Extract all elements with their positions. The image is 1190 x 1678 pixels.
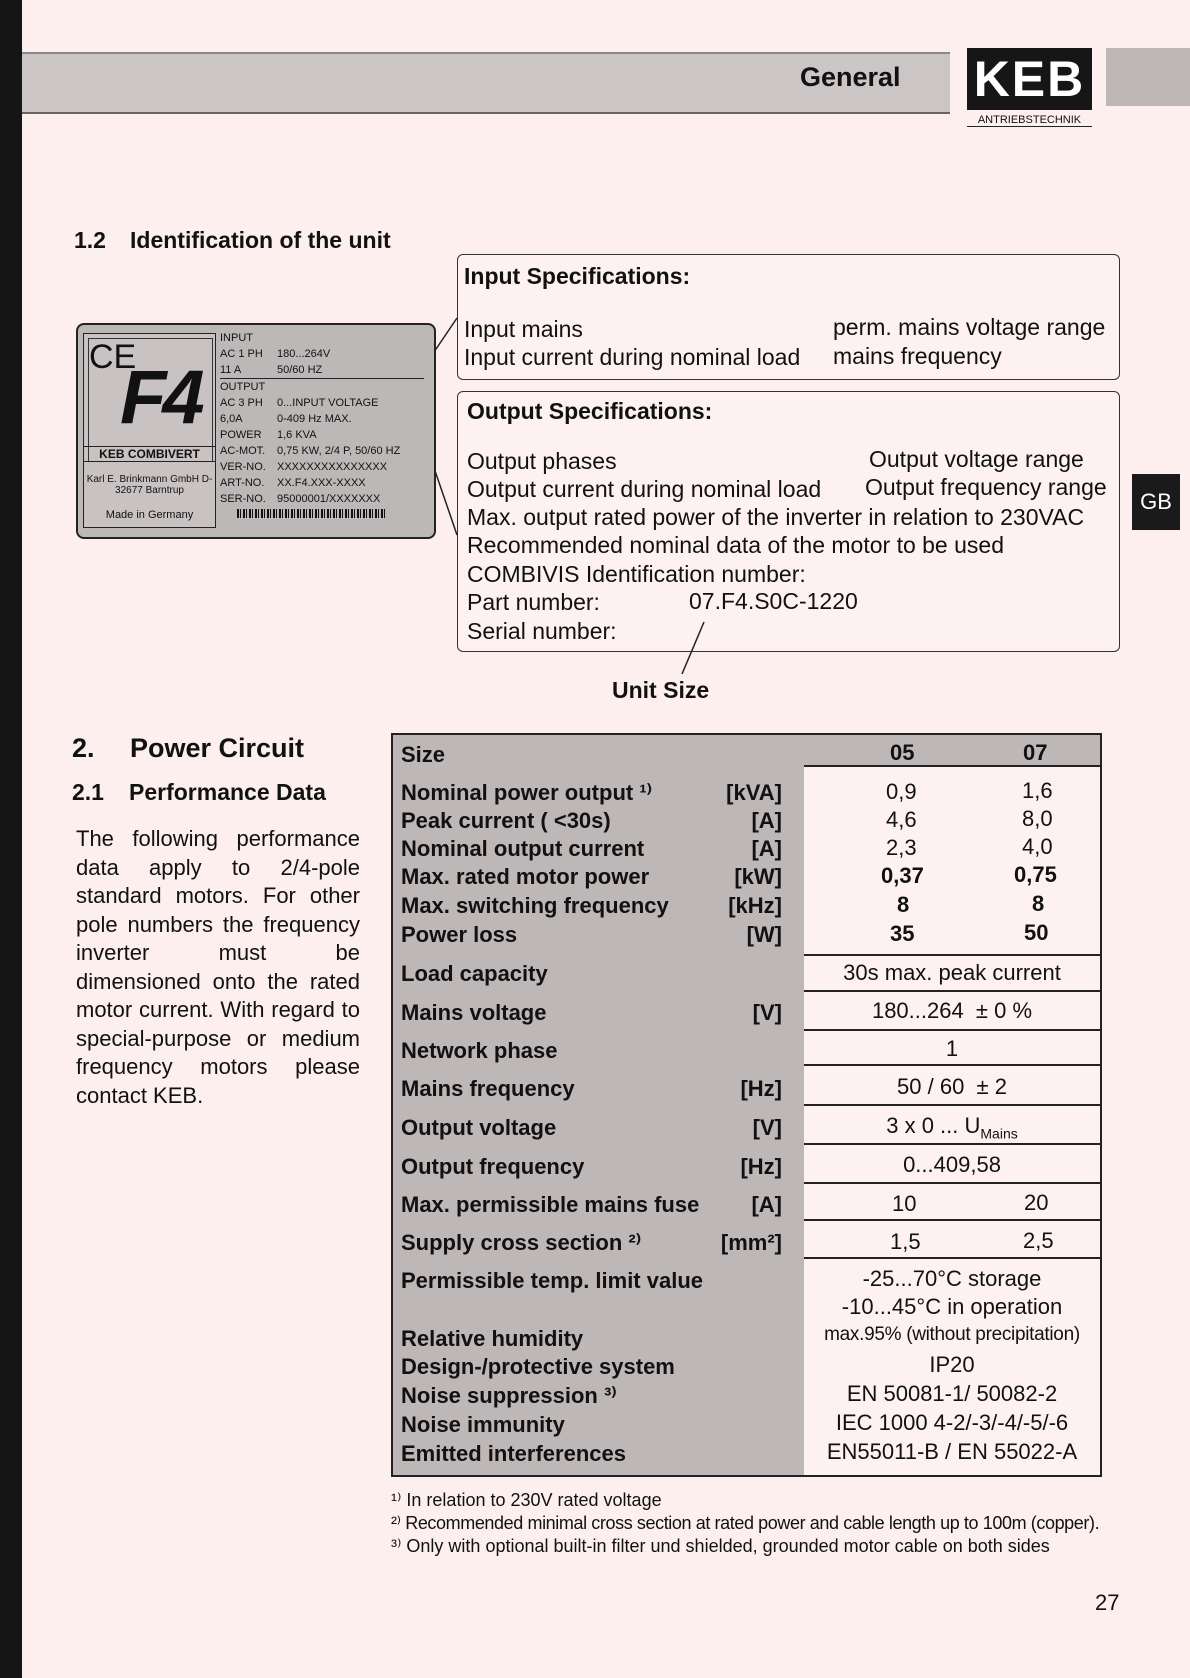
logo-subtitle: ANTRIEBSTECHNIK [967,114,1092,127]
keb-logo: KEB [967,48,1092,110]
plate-row: SER-NO. 95000001/XXXXXXX [220,493,381,505]
plate-row: 11 A 50/60 HZ [220,362,424,379]
f4-logo: F4 [120,355,201,440]
table-rule [804,954,1100,956]
plate-row: AC 1 PH 180...264V [220,348,331,360]
plate-row: ART-NO. XX.F4.XXX-XXXX [220,477,366,489]
input-spec-item: Input mains [464,316,583,342]
section-number: 1.2 [74,227,106,253]
size-05: 05 [890,740,915,765]
output-spec-item: Output frequency range [865,474,1107,500]
table-rule [804,1104,1100,1106]
output-spec-item: Output phases [467,448,617,474]
input-spec-item: mains frequency [833,343,1002,369]
part-number-value: 07.F4.S0C-1220 [689,588,858,614]
plate-row: POWER 1,6 KVA [220,429,317,441]
plate-row: INPUT [220,332,253,344]
output-voltage-value: 3 x 0 ... $U_{Mains}$ [886,1113,1018,1142]
gb-language-tab: GB [1132,474,1180,530]
plate-row: AC 3 PH 0...INPUT VOLTAGE [220,397,379,409]
footnote: ³⁾ Only with optional built-in filter und shielded, grounded motor cable on both sides [391,1536,1050,1556]
plate-maker: Karl E. Brinkmann GmbH D-32677 Barntrup [86,474,213,496]
plate-row: OUTPUT [220,381,266,393]
footnote: ²⁾ Recommended minimal cross section at rated power and cable length up to 100m (copper). [391,1513,1100,1533]
output-spec-title: Output Specifications: [467,398,713,424]
page-number: 27 [1095,1590,1120,1615]
table-rule [804,1064,1100,1066]
plate-row: VER-NO. XXXXXXXXXXXXXXX [220,461,388,473]
output-spec-item: Output current during nominal load [467,476,822,502]
footnote: ¹⁾ In relation to 230V rated voltage [391,1490,662,1510]
part-number-label: Part number: [467,589,600,615]
output-spec-item: Max. output rated power of the inverter in relation to 230VAC [467,504,1085,530]
table-rule [804,990,1100,992]
section-heading-2-1: 2.1 Performance Data [72,779,326,805]
unit-size-label: Unit Size [612,677,710,703]
header-title: General [800,62,901,92]
output-spec-item: Output voltage range [869,446,1084,472]
section-title: Identification of the unit [130,227,391,253]
plate-logo-panel [83,333,216,528]
section-heading-2: 2. Power Circuit [72,733,305,763]
plate-brand: KEB COMBIVERT [84,446,215,462]
output-spec-item: COMBIVIS Identification number: [467,561,806,587]
input-spec-item: Input current during nominal load [464,344,801,370]
size-header-cell [804,735,1100,765]
ce-mark: CE [89,338,137,376]
plate-made-in: Made in Germany [105,509,194,521]
output-spec-item: Recommended nominal data of the motor to be used [467,532,1004,558]
plate-row: 6,0A 0-409 Hz MAX. [220,413,352,425]
input-spec-item: perm. mains voltage range [833,314,1106,340]
table-rule [804,1257,1100,1259]
table-rule [804,1143,1100,1145]
size-07: 07 [1023,740,1048,765]
intro-paragraph: The following performance data apply to 2/4-pole standard motors. For other pole numbers the frequency inverter must be dimensioned onto the rated motor current. With regard to special-purpose or medium frequency motors please contact KEB. [76,826,360,1108]
plate-data [220,330,428,518]
barcode [237,509,387,518]
input-spec-title: Input Specifications: [464,263,691,289]
table-rule [804,765,1100,767]
plate-row: AC-MOT. 0,75 KW, 2/4 P, 50/60 HZ [220,445,401,457]
table-rule [804,1219,1100,1221]
table-rule [804,1182,1100,1184]
table-size-label: Size [401,742,446,767]
serial-number-label: Serial number: [467,618,617,644]
table-rule [804,1029,1100,1031]
